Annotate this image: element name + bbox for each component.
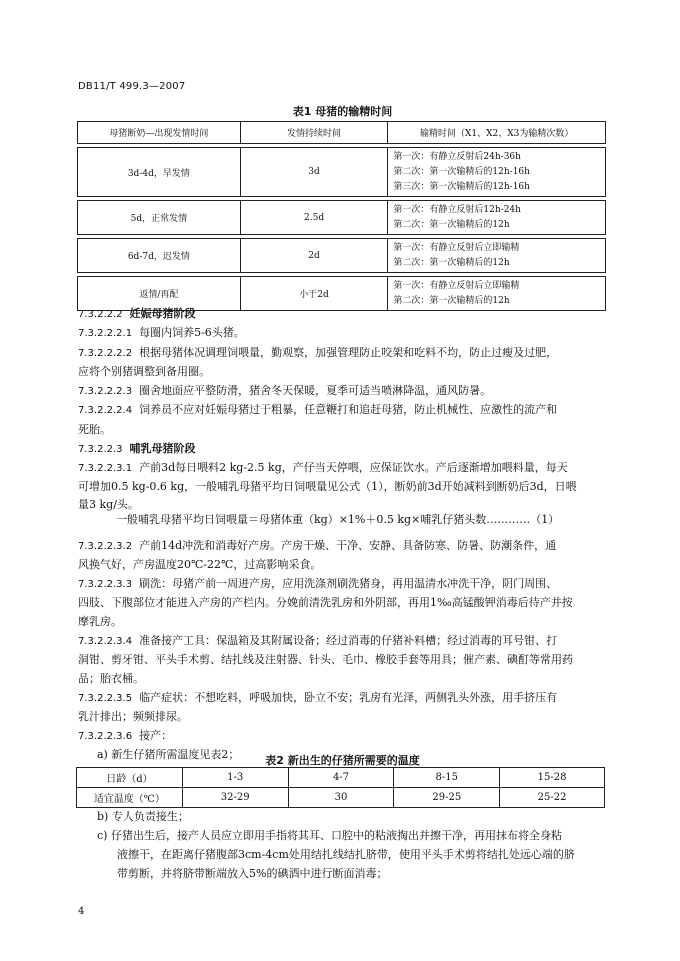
paragraph-text: 根据母猪体况调理饲喂量，勤观察，加强管理防止咬架和吃料不均，防止过瘦及过肥， [139,346,558,359]
table-row [78,148,606,197]
paragraph-continuation: 可增加0.5 kg-0.6 kg，一般哺乳母猪平均日饲喂量见公式（1），断奶前3d开始减料到断奶后3d，日喂 [78,480,577,493]
paragraph-text: 每圈内饲养5-6头猪。 [139,326,245,339]
insemination-line: 第二次：第一次输精后的12h-16h [393,167,530,177]
section-number: 7.3.2.2.3.1 [78,463,133,474]
table-cell: 小于2d [240,277,388,311]
table2-caption: 表2 新出生的仔猪所需要的温度 [265,754,420,767]
section-number: 7.3.2.2.3.3 [78,579,133,590]
list-item-continuation: 液擦干，在距离仔猪腹部3cm-4cm处用结扎线结扎脐带，使用平头手术剪将结扎处远心端的脐 [117,848,575,861]
paragraph [78,381,608,402]
table-row [78,201,606,235]
section-number: 7.3.2.2.3 [78,444,123,455]
paragraph-text: 产前3d每日喂料2 kg-2.5 kg，产仔当天停喂，应保证饮水。产后逐渐增加喂料量，每天 [139,461,568,474]
paragraph [78,536,608,557]
paragraph-continuation: 风换气好，产房温度20℃-22℃，过高影响采食。 [78,558,322,571]
table-cell: 30 [288,788,394,808]
table1-header-duration: 发情持续时间 [240,122,388,144]
table1-caption: 表1 母猪的输精时间 [292,105,393,118]
section-number: 7.3.2.2.2.1 [78,328,133,339]
list-item-continuation: 带剪断，并将脐带断端放入5%的碘酒中进行断面消毒； [117,867,388,880]
table-cell: 15-28 [500,768,605,788]
section-number: 7.3.2.2.3.4 [78,636,133,647]
table-cell [388,239,606,273]
paragraph [78,458,608,479]
list-item: b) 专人负责接生； [97,810,189,823]
section-number: 7.3.2.2.2.2 [78,348,133,359]
insemination-line: 第二次：第一次输精后的12h [393,220,510,230]
table-cell: 29-25 [394,788,500,808]
section-number: 7.3.2.2.2.4 [78,405,133,416]
paragraph-continuation: 乳汁排出；频频排尿。 [78,710,188,723]
insemination-line: 第二次：第一次输精后的12h [393,296,510,306]
table-cell: 6d-7d，迟发情 [78,239,241,273]
paragraph-continuation: 死胎。 [78,423,111,436]
table1-header-insemination: 输精时间（X1、X2、X3为输精次数） [388,122,606,144]
paragraph [78,574,608,595]
table-cell: 1-3 [182,768,288,788]
paragraph-text: 刷洗：母猪产前一周进产房，应用洗涤剂刷洗猪身，再用温清水冲洗干净，阴门周围、 [139,577,558,590]
section-number: 7.3.2.2.3.2 [78,541,133,552]
paragraph [78,726,608,747]
table-cell: 适宜温度（℃） [77,788,183,808]
table-cell: 2d [240,239,388,273]
insemination-line: 第一次：有静立反射后立即输精 [393,281,520,291]
table-row [77,768,605,788]
paragraph-continuation: 摩乳房。 [78,615,122,628]
feeding-formula: 一般哺乳母猪平均日饲喂量＝母猪体重（kg）×1%＋0.5 kg×哺乳仔猪头数…………（1） [116,513,560,526]
paragraph-text: 圈舍地面应平整防滑，猪舍冬天保暖，夏季可适当喷淋降温，通风防暑。 [139,384,492,397]
table-cell: 8-15 [394,768,500,788]
paragraph-continuation: 量3 kg/头。 [78,498,139,511]
insemination-timing-table [77,121,606,311]
paragraph [78,323,608,344]
insemination-line: 第二次：第一次输精后的12h [393,258,510,268]
page-number: 4 [78,906,85,917]
section-heading [78,304,608,325]
paragraph-text: 准备接产工具：保温箱及其附属设备；经过消毒的仔猪补料槽；经过消毒的耳号钳、打 [139,634,558,647]
paragraph-text: 饲养员不应对妊娠母猪过于粗暴，任意鞭打和追赶母猪，防止机械性、应激性的流产和 [139,403,558,416]
section-heading [78,439,608,460]
paragraph-text: 临产症状：不想吃料，呼吸加快，卧立不安；乳房有光泽，两侧乳头外涨，用手挤压有 [139,691,558,704]
paragraph-continuation: 四肢、下腹部位才能进入产房的产栏内。分娩前清洗乳房和外阴部，再用1‰高锰酸钾消毒后待产并按 [78,596,573,609]
section-title: 哺乳母猪阶段 [129,442,196,455]
section-number: 7.3.2.2.2.3 [78,386,133,397]
table-cell: 5d，正常发情 [78,201,241,235]
section-title: 妊娠母猪阶段 [129,307,196,320]
insemination-line: 第一次：有静立反射后12h-24h [393,205,521,215]
section-number: 7.3.2.2.3.6 [78,731,133,742]
insemination-line: 第一次：有静立反射后立即输精 [393,243,520,253]
paragraph [78,631,608,652]
table-cell [388,201,606,235]
table-cell: 3d [240,148,388,197]
list-item: c) 仔猪出生后，接产人员应立即用手指将其耳、口腔中的粘液掏出并擦干净，再用抹布将全身粘 [97,829,562,842]
document-code: DB11/T 499.3—2007 [78,81,186,92]
paragraph-text: 接产： [139,729,173,742]
table1-header-timing: 母猪断奶—出现发情时间 [78,122,241,144]
paragraph [78,400,608,421]
section-number: 7.3.2.2.3.5 [78,693,133,704]
paragraph-continuation: 洞钳、剪牙钳、平头手术剪、结扎线及注射器、针头、毛巾、橡胶手套等用具；催产素、碘酊等常用药 [78,653,573,666]
table-cell: 2.5d [240,201,388,235]
table-row [77,788,605,808]
insemination-line: 第一次：有静立反射后24h-36h [393,152,521,162]
table-cell: 32-29 [182,788,288,808]
paragraph [78,688,608,709]
paragraph-text: 产前14d冲洗和消毒好产房。产房干燥、干净、安静、具备防寒、防暑、防潮条件，通 [139,539,557,552]
table-cell: 4-7 [288,768,394,788]
insemination-line: 第三次：第一次输精后的12h-16h [393,182,530,192]
table-cell [388,148,606,197]
table-cell: 返情/再配 [78,277,241,311]
piglet-temperature-table [76,767,605,808]
table-cell: 日龄（d） [77,768,183,788]
table-cell: 3d-4d，早发情 [78,148,241,197]
table-row [78,239,606,273]
section-number: 7.3.2.2.2 [78,309,123,320]
list-item: a) 新生仔猪所需温度见表2； [97,748,240,761]
paragraph-continuation: 品；胎衣桶。 [78,672,144,685]
table-cell: 25-22 [500,788,605,808]
paragraph [78,343,608,364]
paragraph-continuation: 应将个别猪调整到备用圈。 [78,365,210,378]
